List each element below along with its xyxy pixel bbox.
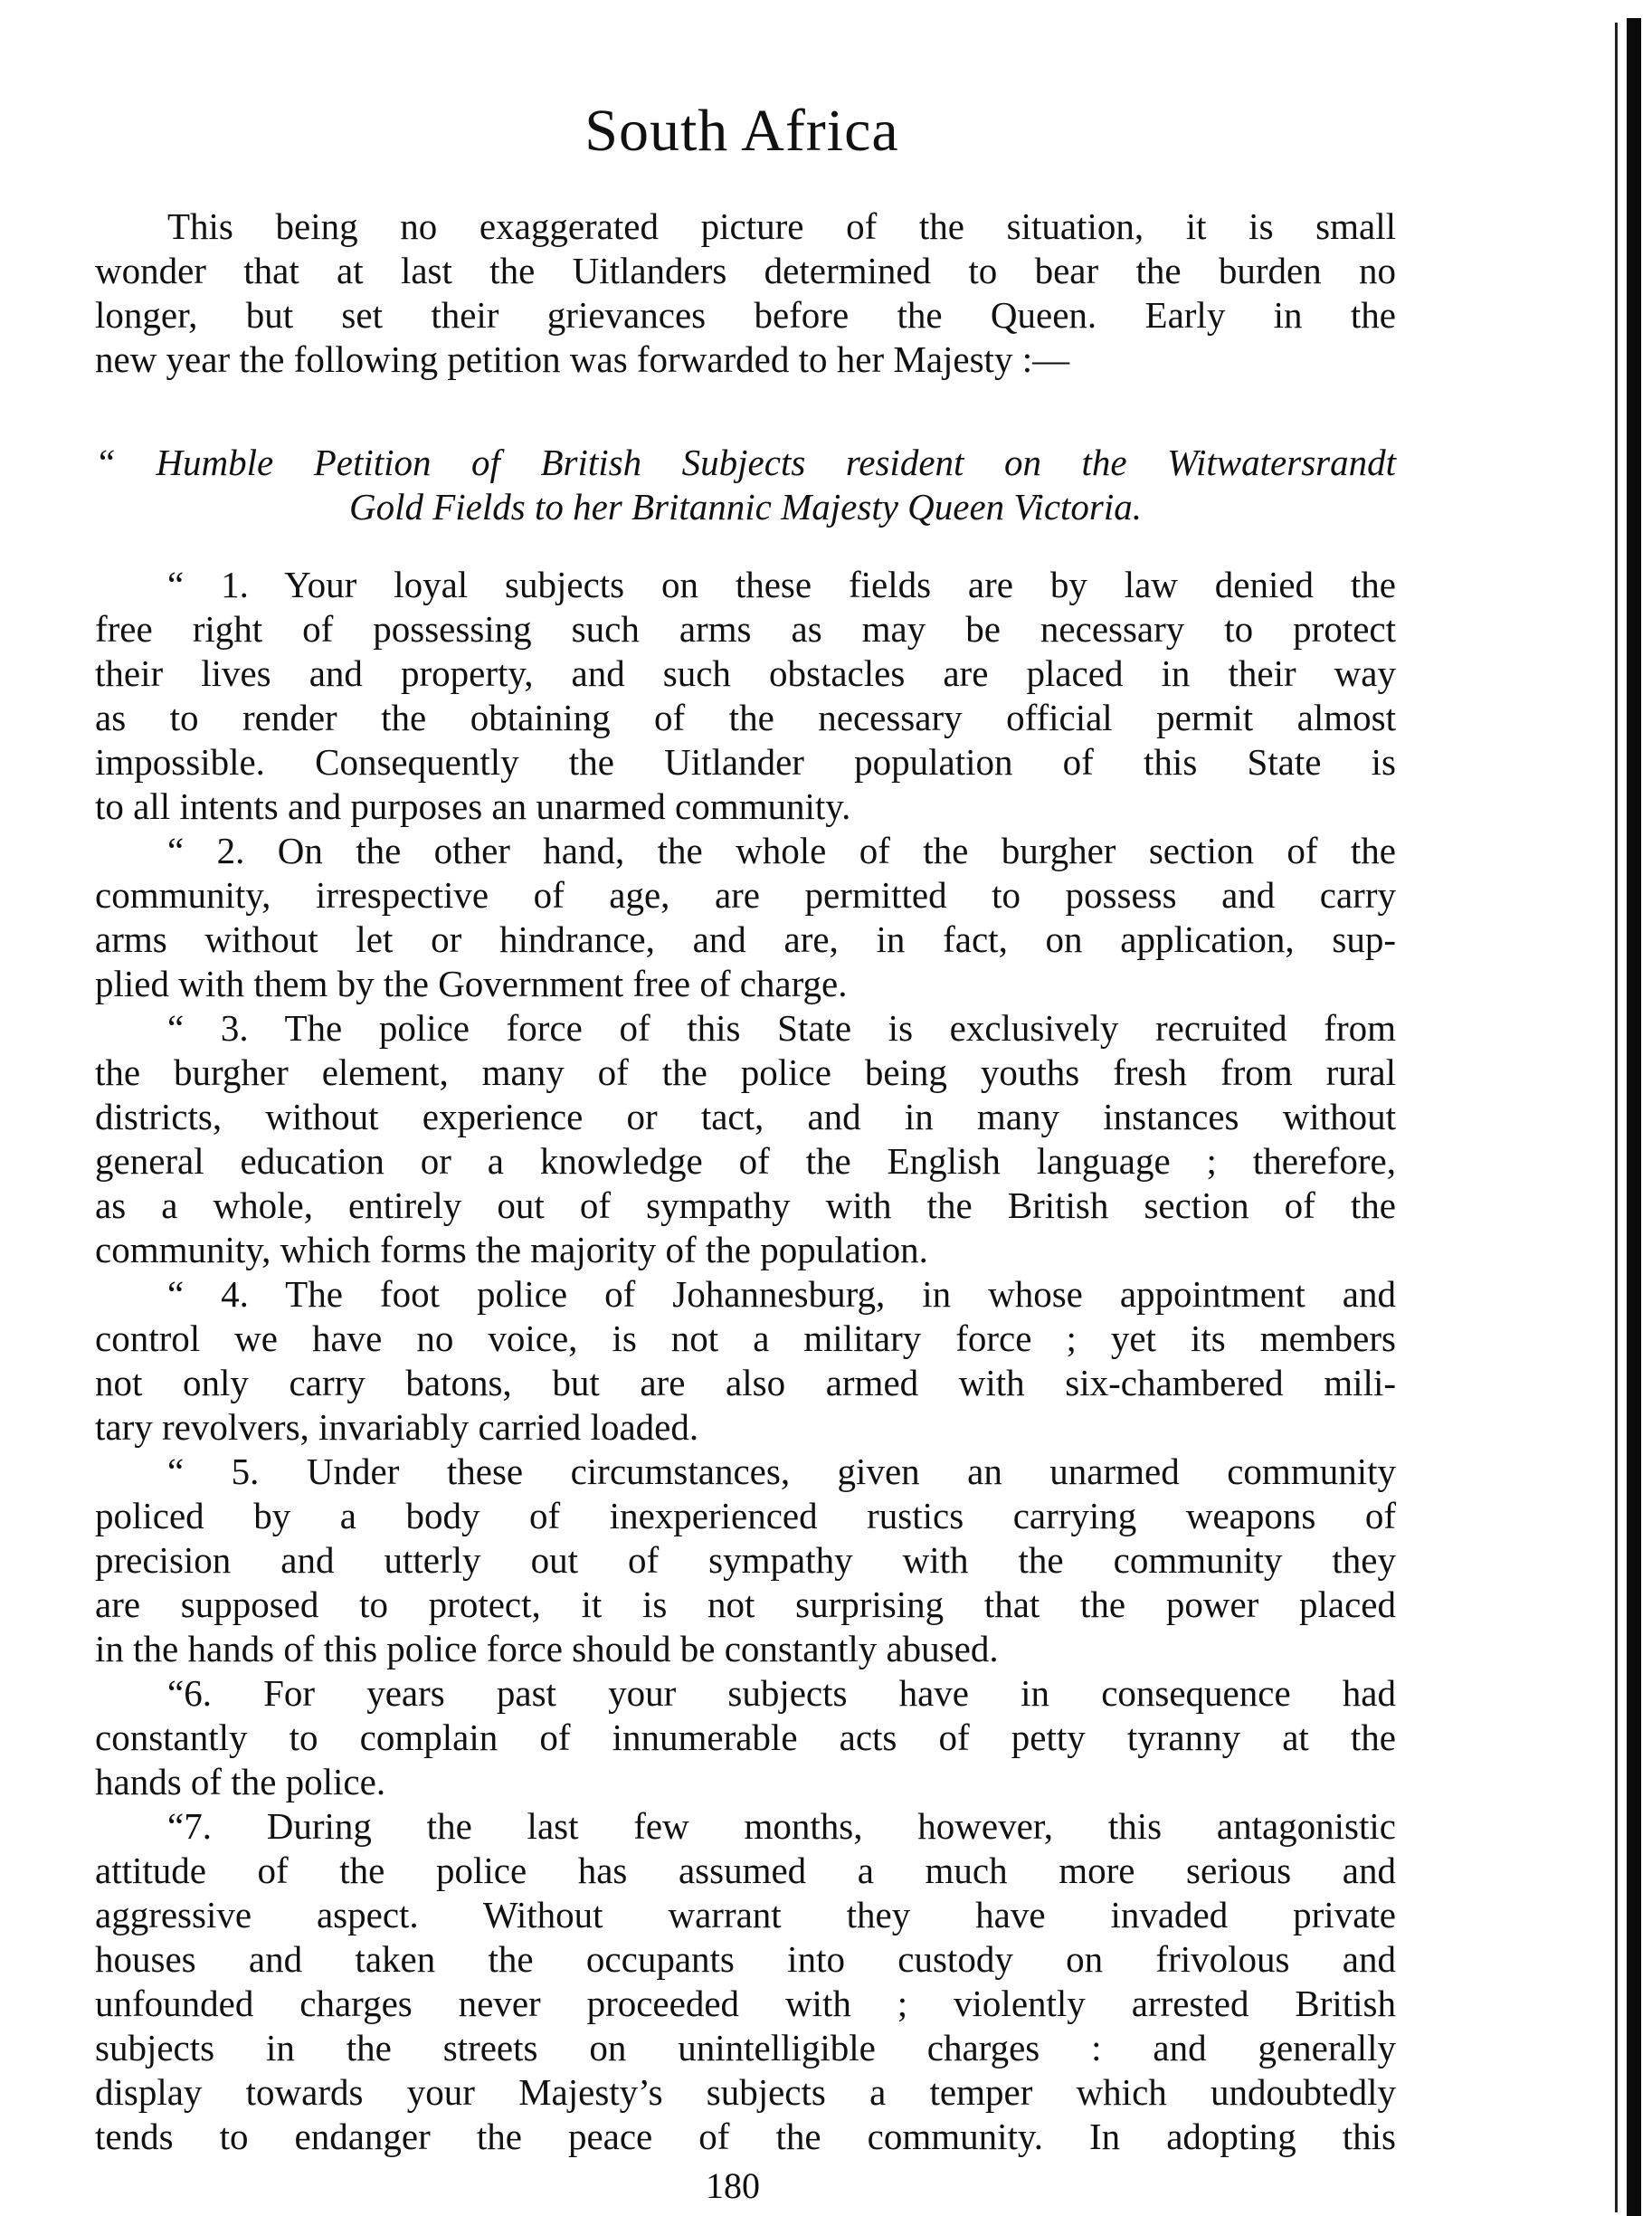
text-line: not only carry batons, but are also armed with six-chambered mili- xyxy=(95,1362,1396,1403)
text-line: constantly to complain of innumerable acts of petty tyranny at the xyxy=(95,1717,1396,1758)
text-line: plied with them by the Government free of charge. xyxy=(95,963,848,1004)
text-line: general education or a knowledge of the English language ; therefore, xyxy=(95,1140,1396,1182)
text-line: hands of the police. xyxy=(95,1761,386,1802)
text-line: “ 2. On the other hand, the whole of the burgher section of the xyxy=(167,830,1396,871)
text-line: unfounded charges never proceeded with ; violently arrested British xyxy=(95,1983,1396,2024)
text-line: tary revolvers, invariably carried loaded. xyxy=(95,1406,699,1448)
text-line: display towards your Majesty’s subjects a temper which undoubtedly xyxy=(95,2071,1396,2113)
text-line: This being no exaggerated picture of the situation, it is small xyxy=(167,205,1396,247)
text-line: new year the following petition was forwarded to her Majesty :— xyxy=(95,338,1070,380)
text-line: as a whole, entirely out of sympathy with the British section of the xyxy=(95,1184,1396,1226)
text-line: subjects in the streets on unintelligible charges : and generally xyxy=(95,2027,1396,2069)
page-edge-line xyxy=(1615,23,1618,2212)
text-line: impossible. Consequently the Uitlander population of this State is xyxy=(95,741,1396,783)
book-spine-edge xyxy=(1627,18,1641,2216)
text-line: “ 1. Your loyal subjects on these fields are by law denied the xyxy=(167,564,1396,605)
text-line: community, irrespective of age, are permitted to possess and carry xyxy=(95,874,1396,916)
petition-item-7 xyxy=(95,1804,1396,2159)
text-line: community, which forms the majority of the population. xyxy=(95,1229,928,1270)
text-line: arms without let or hindrance, and are, in fact, on application, sup- xyxy=(95,918,1396,960)
petition-item-1 xyxy=(95,563,1396,829)
text-line: are supposed to protect, it is not surprising that the power placed xyxy=(95,1584,1396,1625)
text-line: “ 3. The police force of this State is exclusively recruited from xyxy=(167,1007,1396,1049)
text-line: aggressive aspect. Without warrant they have invaded private xyxy=(95,1894,1396,1935)
text-line: “6. For years past your subjects have in consequence had xyxy=(167,1672,1396,1714)
text-line: in the hands of this police force should be constantly abused. xyxy=(95,1628,999,1669)
text-line: houses and taken the occupants into custody on frivolous and xyxy=(95,1938,1396,1980)
text-line: their lives and property, and such obstacles are placed in their way xyxy=(95,652,1396,694)
petition-item-5 xyxy=(95,1450,1396,1671)
page-title: South Africa xyxy=(584,98,899,164)
page-number: 180 xyxy=(706,2165,760,2206)
text-line: “ 5. Under these circumstances, given an unarmed community xyxy=(167,1450,1396,1492)
text-line: “ 4. The foot police of Johannesburg, in whose appointment and xyxy=(167,1273,1396,1315)
petition-item-4 xyxy=(95,1272,1396,1450)
petition-item-2 xyxy=(95,829,1396,1006)
petition-heading xyxy=(95,441,1396,529)
text-line: as to render the obtaining of the necessary official permit almost xyxy=(95,697,1396,738)
text-line: attitude of the police has assumed a much more serious and xyxy=(95,1850,1396,1891)
text-line: to all intents and purposes an unarmed community. xyxy=(95,785,851,827)
petition-item-6 xyxy=(95,1671,1396,1804)
text-line: control we have no voice, is not a military force ; yet its members xyxy=(95,1317,1396,1359)
text-line: “7. During the last few months, however, this antagonistic xyxy=(167,1805,1396,1847)
text-line: “ Humble Petition of British Subjects resident on the Witwatersrandt xyxy=(95,442,1396,483)
text-line: policed by a body of inexperienced rustics carrying weapons of xyxy=(95,1495,1396,1536)
text-line: precision and utterly out of sympathy with the community they xyxy=(95,1539,1396,1581)
text-line: districts, without experience or tact, and in many instances without xyxy=(95,1096,1396,1137)
petition-item-3 xyxy=(95,1006,1396,1272)
text-line: wonder that at last the Uitlanders determined to bear the burden no xyxy=(95,250,1396,291)
text-line: free right of possessing such arms as may be necessary to protect xyxy=(95,608,1396,650)
text-line: the burgher element, many of the police being youths fresh from rural xyxy=(95,1051,1396,1093)
text-line: longer, but set their grievances before the Queen. Early in the xyxy=(95,294,1396,336)
petition-items xyxy=(95,563,1396,2159)
text-line: Gold Fields to her Britannic Majesty Queen Victoria. xyxy=(348,486,1142,528)
intro-paragraph xyxy=(95,204,1396,382)
text-line: tends to endanger the peace of the community. In adopting this xyxy=(95,2116,1396,2157)
